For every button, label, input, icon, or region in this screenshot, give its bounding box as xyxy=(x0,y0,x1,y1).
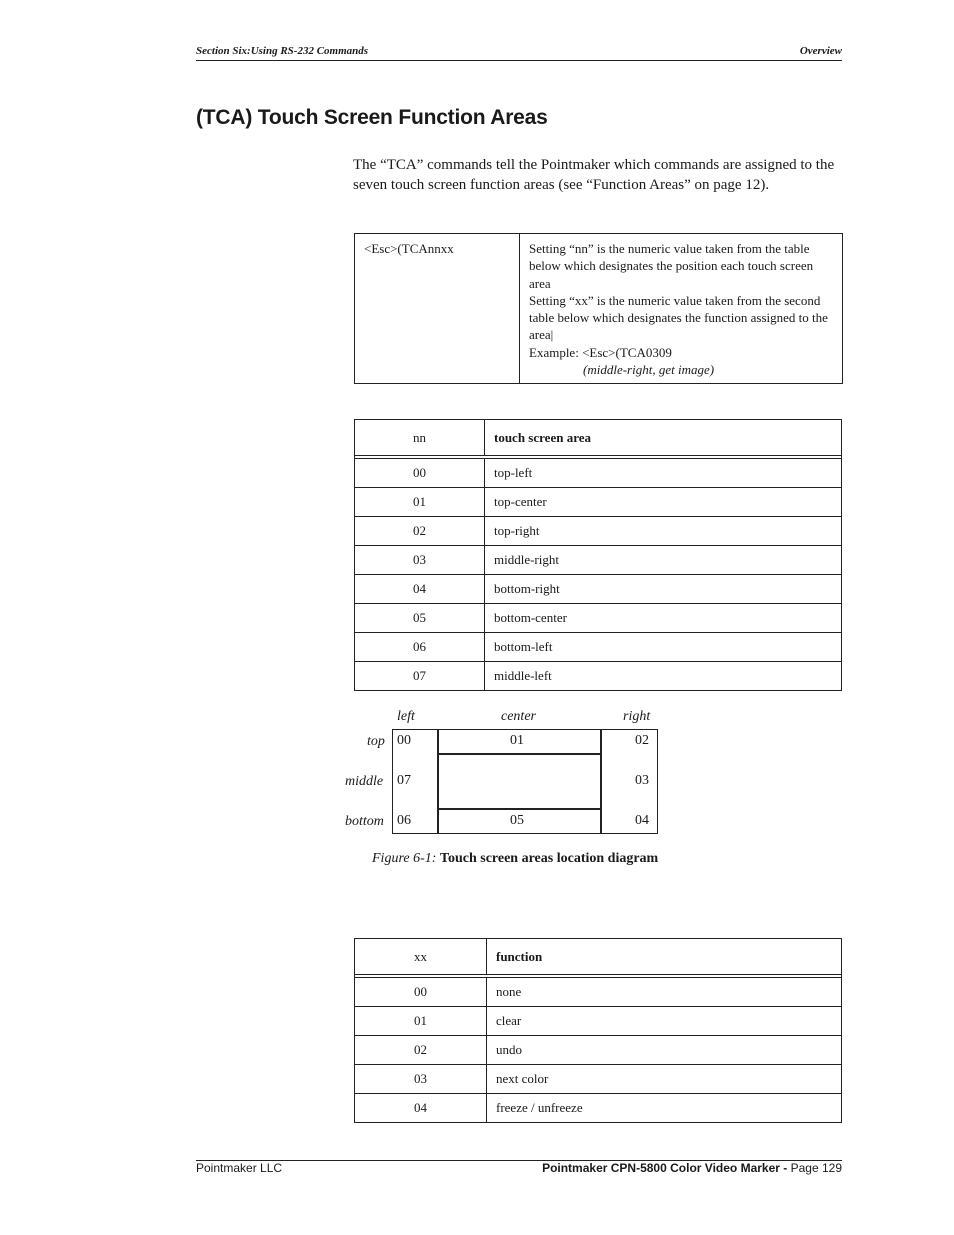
nn-cell: 02 xyxy=(355,517,485,545)
row-label-top: top xyxy=(367,734,385,749)
xx-cell: 00 xyxy=(355,978,487,1006)
table-header-row xyxy=(355,939,841,975)
table-row xyxy=(355,1064,841,1093)
command-syntax: <Esc>(TCAnnxx xyxy=(355,234,520,383)
desc-line: Example: <Esc>(TCA0309 xyxy=(529,344,672,360)
row-label-middle: middle xyxy=(345,774,384,789)
area-table xyxy=(354,419,842,691)
nn-cell: 04 xyxy=(355,575,485,603)
row-label-bottom: bottom xyxy=(345,814,384,829)
nn-cell: 03 xyxy=(355,546,485,574)
cell-top-center: 01 xyxy=(510,733,524,748)
table-row xyxy=(355,632,841,661)
command-description xyxy=(520,234,842,378)
diagram-grid xyxy=(392,729,658,834)
table-row xyxy=(355,661,841,690)
table-row xyxy=(355,574,841,603)
page-title: (TCA) Touch Screen Function Areas xyxy=(196,106,548,129)
cell-top-left: 00 xyxy=(397,733,411,748)
table-row xyxy=(355,545,841,574)
nn-cell: 05 xyxy=(355,604,485,632)
header-area: touch screen area xyxy=(494,429,591,445)
cell-bottom-left: 06 xyxy=(397,813,411,828)
area-cell: top-center xyxy=(494,494,547,509)
desc-line: Setting “xx” is the numeric value taken from the second table below which designates the function assigned to the area| xyxy=(529,292,828,343)
table-row xyxy=(355,603,841,632)
col-label-left: left xyxy=(397,709,415,724)
table-row xyxy=(355,516,841,545)
table-row xyxy=(355,1006,841,1035)
table-row xyxy=(355,1093,841,1122)
table-row xyxy=(355,1035,841,1064)
cell-top-right: 02 xyxy=(635,733,649,748)
xx-cell: 03 xyxy=(355,1065,487,1093)
topic-label: Overview xyxy=(799,45,842,57)
footer-product-page xyxy=(542,1161,842,1175)
footer-company: Pointmaker LLC xyxy=(196,1161,283,1175)
area-cell: top-right xyxy=(494,523,540,538)
function-cell: none xyxy=(496,984,522,999)
header-nn: nn xyxy=(355,420,485,455)
header-function: function xyxy=(496,948,543,964)
function-table xyxy=(354,938,842,1123)
nn-cell: 00 xyxy=(355,459,485,487)
xx-cell: 04 xyxy=(355,1094,487,1122)
area-cell: middle-right xyxy=(494,552,559,567)
footer-page-number: Page 129 xyxy=(790,1161,842,1175)
desc-line: Setting “nn” is the numeric value taken from the table below which designates the position each touch screen area xyxy=(529,241,814,291)
figure-caption xyxy=(372,851,658,867)
col-label-right: right xyxy=(623,709,651,724)
area-cell: bottom-center xyxy=(494,610,567,625)
grid-divider xyxy=(437,730,439,833)
figure-title: Touch screen areas location diagram xyxy=(439,851,659,866)
table-row xyxy=(355,487,841,516)
intro-paragraph: The “TCA” commands tell the Pointmaker which commands are assigned to the seven touch screen function areas (see “Function Areas” on page 12). xyxy=(353,157,835,193)
grid-divider xyxy=(437,808,601,810)
cell-bottom-center: 05 xyxy=(510,813,524,828)
grid-divider xyxy=(600,730,602,833)
table-header-row xyxy=(355,420,841,456)
area-cell: middle-left xyxy=(494,668,552,683)
function-cell: undo xyxy=(496,1042,522,1057)
footer-product: Pointmaker CPN-5800 Color Video Marker - xyxy=(542,1161,788,1175)
command-table xyxy=(354,233,843,384)
table-row xyxy=(355,458,841,487)
area-cell: bottom-right xyxy=(494,581,560,596)
xx-cell: 02 xyxy=(355,1036,487,1064)
area-cell: top-left xyxy=(494,465,533,480)
xx-cell: 01 xyxy=(355,1007,487,1035)
col-label-center: center xyxy=(501,709,536,724)
figure-number: Figure 6-1: xyxy=(372,851,437,866)
nn-cell: 01 xyxy=(355,488,485,516)
function-cell: next color xyxy=(496,1071,549,1086)
section-label: Section Six:Using RS-232 Commands xyxy=(196,45,369,57)
header-xx: xx xyxy=(355,939,487,974)
touch-area-diagram xyxy=(340,706,670,836)
area-cell: bottom-left xyxy=(494,639,553,654)
cell-middle-left: 07 xyxy=(397,773,411,788)
grid-divider xyxy=(437,753,601,755)
example-note: (middle-right, get image) xyxy=(583,362,715,378)
nn-cell: 06 xyxy=(355,633,485,661)
function-cell: freeze / unfreeze xyxy=(496,1100,583,1115)
running-header xyxy=(196,44,842,61)
function-cell: clear xyxy=(496,1013,522,1028)
nn-cell: 07 xyxy=(355,662,485,690)
cell-middle-right: 03 xyxy=(635,773,649,788)
cell-bottom-right: 04 xyxy=(635,813,649,828)
table-row xyxy=(355,977,841,1006)
running-footer xyxy=(196,1160,842,1181)
